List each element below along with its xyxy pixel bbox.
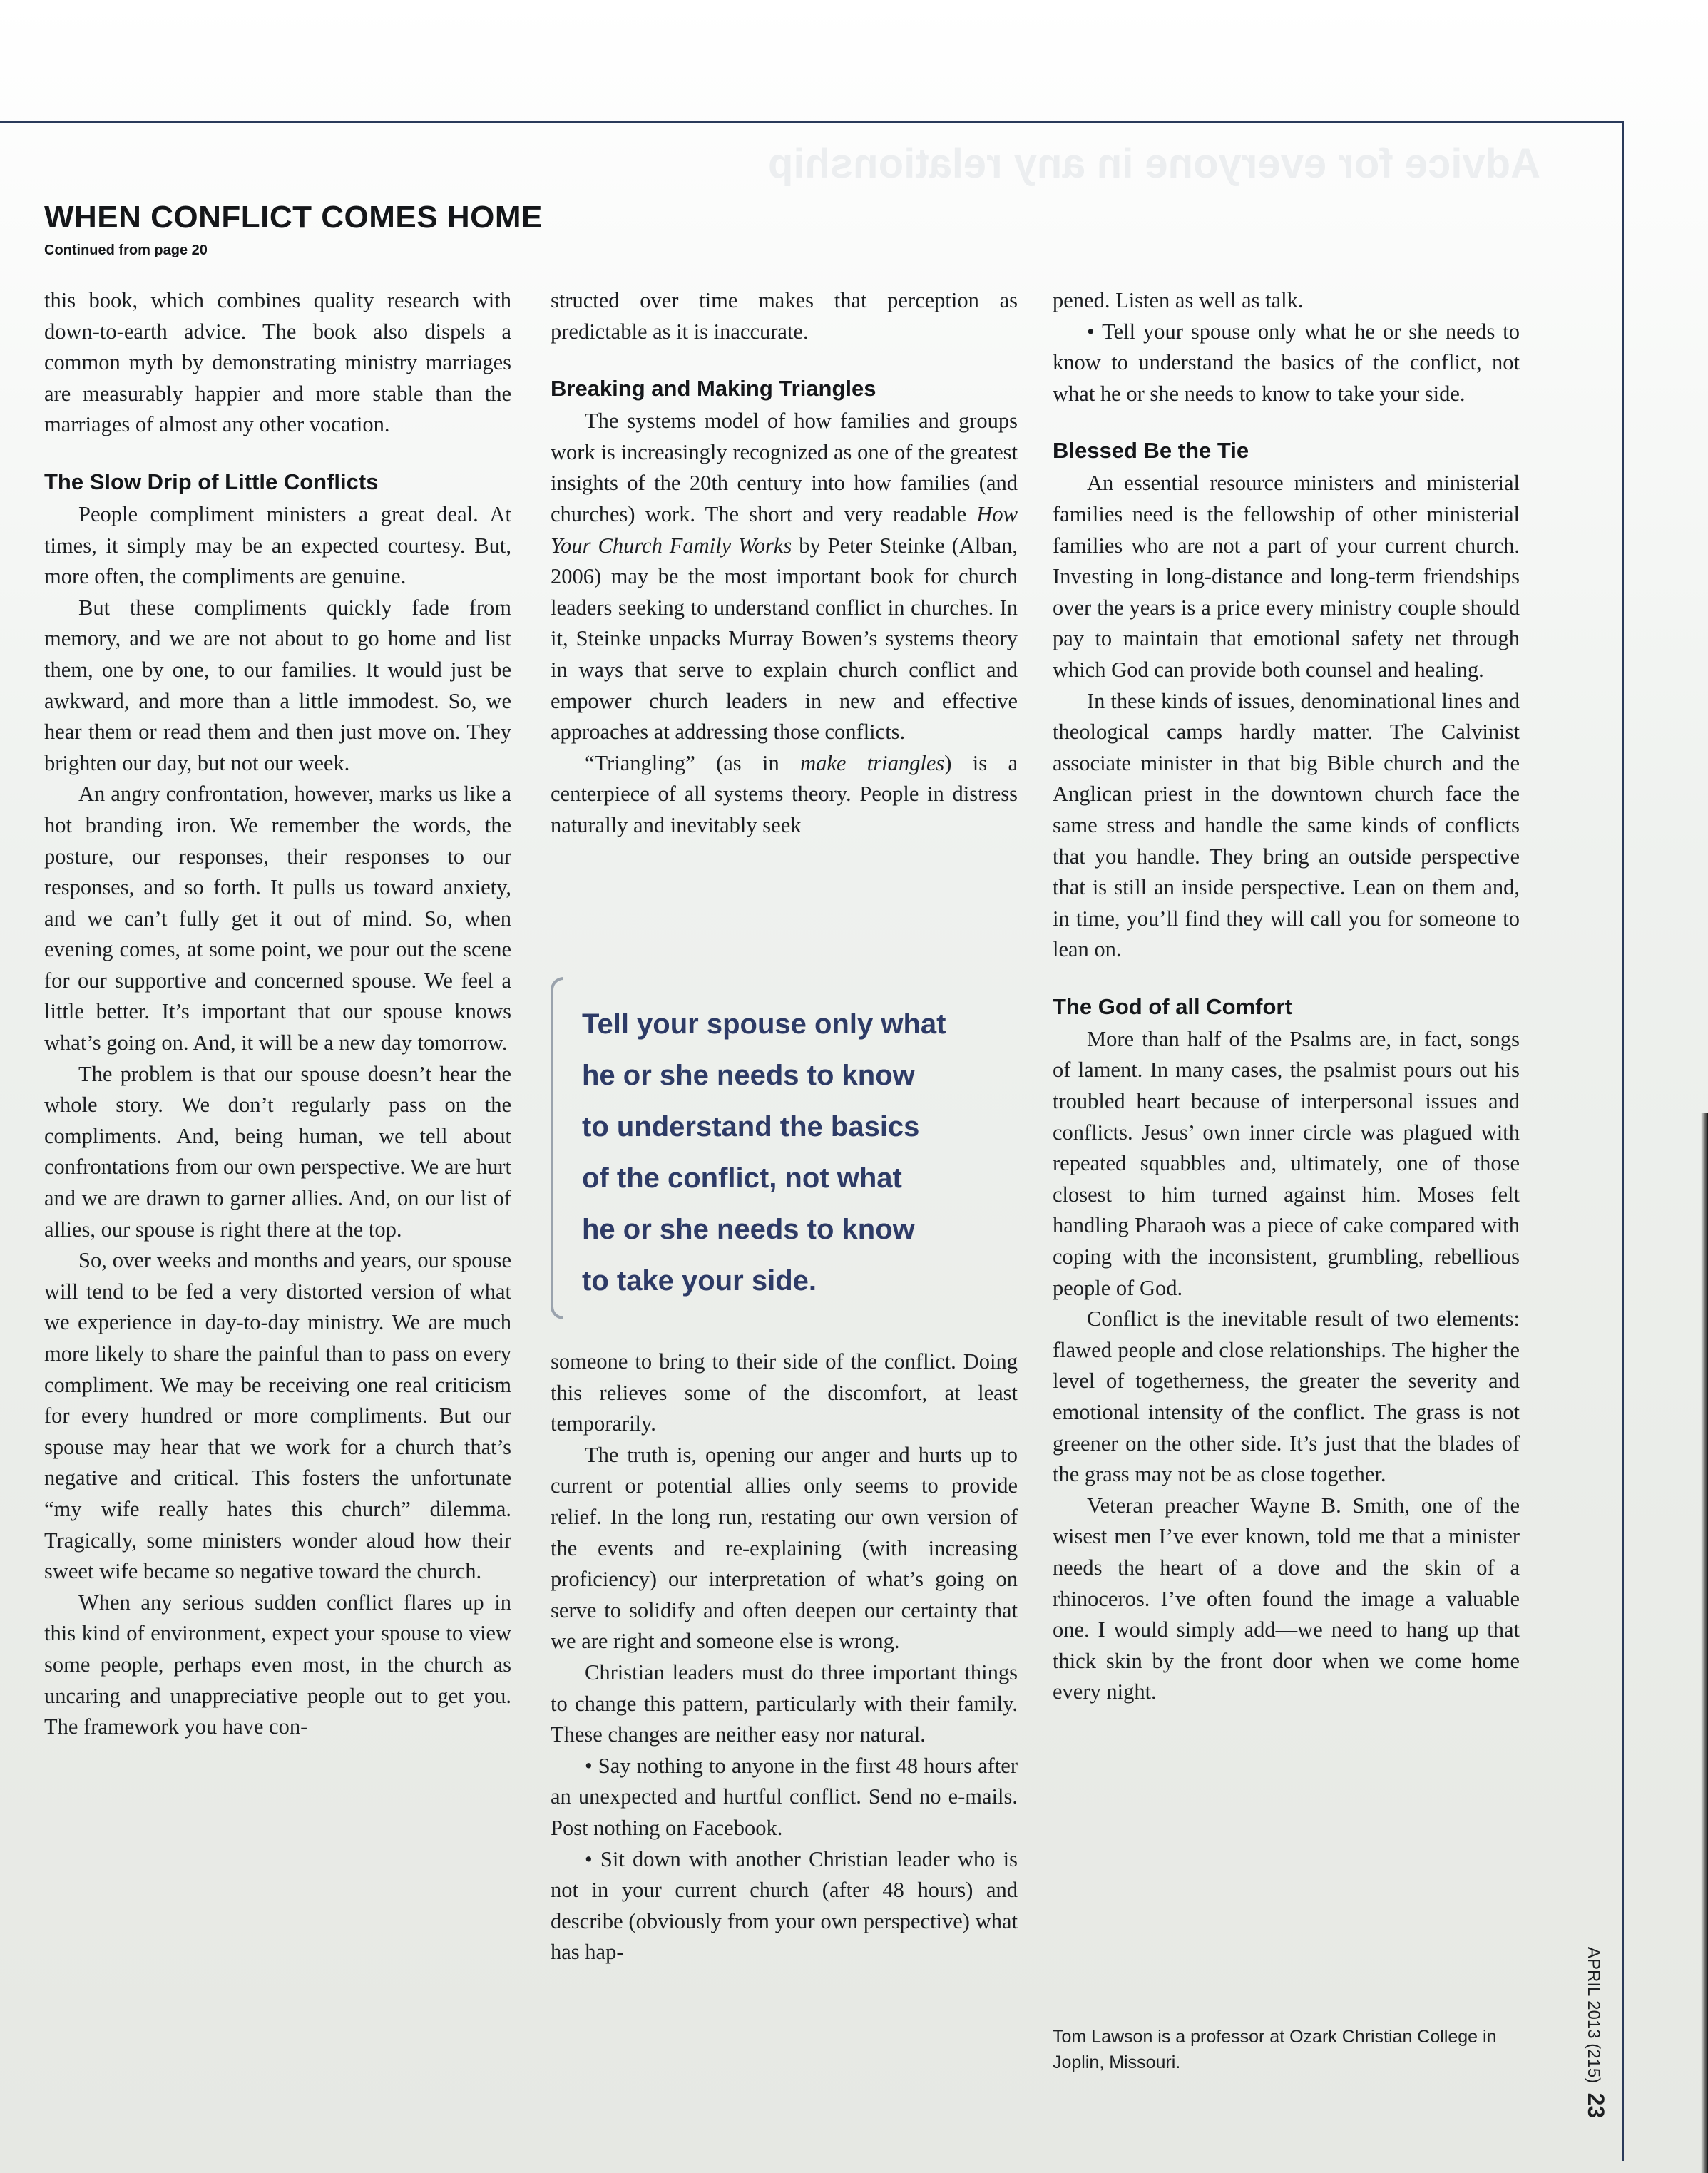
emphasis: make triangles	[800, 750, 945, 775]
paragraph: someone to bring to their side of the conflict. Doing this relieves some of the discomfort, at least temporarily.	[551, 1349, 1018, 1436]
paragraph: Christian leaders must do three important things to change this pattern, particularly with their family. These changes are neither easy nor natural.	[551, 1660, 1018, 1747]
pull-quote	[551, 977, 1018, 1319]
section-heading: Blessed Be the Tie	[1053, 438, 1249, 464]
pull-quote-text	[582, 998, 1024, 1307]
text-run: ) is a centerpiece of all systems theory. People in distress naturally and inevitably seek	[551, 750, 1018, 837]
section-heading: The God of all Comfort	[1053, 993, 1292, 1019]
paragraph: In these kinds of issues, denominational lines and theological camps hardly matter. The Calvinist associate minister in that big Bible church and the Anglican priest in the downtown church face the same stress and handle the same kinds of conflicts that you handle. They bring an outside perspective that is still an inside perspective. Lean on them and, in time, you’ll find they will call you for someone to lean on.	[1053, 688, 1520, 962]
paragraph: structed over time makes that perception as predictable as it is inaccurate.	[551, 288, 1018, 344]
paragraph: An angry confrontation, however, marks us like a hot branding iron. We remember the words, the posture, our responses, their responses to our responses, and so forth. It pulls us toward anxiety, and we can’t fully get it out of mind. So, when evening comes, at some point, we pour out the scene for our supportive and concerned spouse. We feel a little better. It’s important that our spouse knows what’s going on. And, it will be a new day tomorrow.	[44, 782, 511, 1055]
pull-quote-line: Tell your spouse only what	[582, 1008, 946, 1040]
pull-quote-line: he or she needs to know	[582, 1214, 915, 1245]
bleed-through-text: Advice for everyone in any relationship	[768, 140, 1540, 187]
author-bio: Tom Lawson is a professor at Ozark Christian College in Joplin, Missouri.	[1053, 2027, 1497, 2072]
paragraph: The truth is, opening our anger and hurts up to current or potential allies only seems to provide relief. In the long run, restating our own version of the events and re-explaining (with increasing proficiency) our interpretation of what’s going on serve to solidify and often deepen our certainty that we are right and someone else is wrong.	[551, 1442, 1018, 1654]
column-2-bottom	[551, 1346, 1018, 1968]
bullet-paragraph: • Tell your spouse only what he or she needs to know to understand the basics of the conflict, not what he or she needs to know to take your side.	[1053, 319, 1520, 406]
bullet-paragraph: • Sit down with another Christian leader who is not in your current church (after 48 hours) and describe (obviously from your own perspective) what has hap-	[551, 1846, 1018, 1965]
bullet-paragraph: • Say nothing to anyone in the first 48 hours after an unexpected and hurtful conflict. Send no e-mails. Post nothing on Facebook.	[551, 1753, 1018, 1840]
text-run: by Peter Steinke (Alban, 2006) may be the most important book for church leaders seeking to understand conflict in churches. In it, Steinke unpacks Murray Bowen’s systems theory in ways that serve to explain church conflict and empower church leaders in new and effective approaches at addressing those conflicts.	[551, 533, 1018, 745]
paragraph: More than half of the Psalms are, in fact, songs of lament. In many cases, the psalmist pours out his troubled heart because of interpersonal issues and conflicts. Jesus’ own inner circle was plagued with repeated squabbles and, ultimately, one of those closest to him turned against him. Moses felt handling Pharaoh was a piece of cake compared with coping with the inconsistent, grumbling, rebellious people of God.	[1053, 1026, 1520, 1300]
page-number: 23	[1583, 2092, 1609, 2119]
column-3	[1053, 285, 1520, 1708]
paragraph: Veteran preacher Wayne B. Smith, one of the wisest men I’ve ever known, told me that a minister needs the heart of a dove and the skin of a rhinoceros. I’ve often found the image a valuable one. I would simply add—we need to hang up that thick skin by the front door when we come home every night.	[1053, 1493, 1520, 1704]
text-run: “Triangling” (as in	[585, 750, 801, 775]
issue-date: APRIL 2013 (215)	[1584, 1947, 1603, 2084]
paragraph	[551, 406, 1018, 748]
folio-text	[1582, 1947, 1609, 2118]
paragraph: Conflict is the inevitable result of two elements: flawed people and close relationships. The higher the level of togetherness, the greater the severity and emotional intensity of the conflict. The grass is not greener on the other side. It’s just that the blades of the grass may not be as close together.	[1053, 1307, 1520, 1487]
pull-quote-bracket	[551, 977, 563, 1319]
column-2-top	[551, 285, 1018, 842]
pull-quote-line: of the conflict, not what	[582, 1162, 902, 1194]
column-1	[44, 285, 511, 1743]
paragraph: pened. Listen as well as talk.	[1053, 288, 1304, 312]
pull-quote-line: to take your side.	[582, 1265, 817, 1297]
paragraph: But these compliments quickly fade from memory, and we are not about to go home and list them, one by one, to our families. It would just be awkward, and more than a little immodest. So, we hear them or read them and then just move on. They brighten our day, but not our week.	[44, 595, 511, 775]
article-headline: WHEN CONFLICT COMES HOME	[44, 200, 543, 235]
section-heading: The Slow Drip of Little Conflicts	[44, 469, 379, 494]
folio	[1582, 1947, 1610, 2161]
scan-edge-shadow	[1701, 1113, 1708, 2173]
text-run: The systems model of how families and groups work is increasingly recognized as one of the greatest insights of the 20th century into how families (and churches) work. The short and very readable	[551, 409, 1018, 526]
section-heading: Breaking and Making Triangles	[551, 376, 876, 402]
paragraph	[551, 748, 1018, 842]
paragraph: An essential resource ministers and ministerial families need is the fellowship of other ministerial families who are not a part of your current church. Investing in long-distance and long-term friendships over the years is a price every ministry couple should pay to maintain that emotional safety net through which God can provide both counsel and healing.	[1053, 471, 1520, 682]
paragraph: The problem is that our spouse doesn’t hear the whole story. We don’t regularly pass on the compliments. And, being human, we tell about confrontations from our own perspective. We are hurt and we are drawn to garner allies. And, on our list of allies, our spouse is right there at the top.	[44, 1061, 511, 1242]
book-title: How Your Church Family Works	[551, 501, 1018, 558]
paragraph: When any serious sudden conflict flares up in this kind of environment, expect your spouse to view some people, perhaps even most, in the church as uncaring and unappreciative people out to get you. The framework you have con-	[44, 1590, 511, 1739]
paragraph: this book, which combines quality research with down-to-earth advice. The book also dispels a common myth by demonstrating ministry marriages are measurably happier and more stable than the marriages of almost any other vocation.	[44, 288, 511, 437]
paragraph: People compliment ministers a great deal. At times, it simply may be an expected courtesy. But, more often, the compliments are genuine.	[44, 501, 511, 589]
paragraph: So, over weeks and months and years, our spouse will tend to be fed a very distorted version of what we experience in day-to-day ministry. We are much more likely to share the painful than to pass on every compliment. We may be receiving one real criticism for every hundred or more compliments. But our spouse may hear that we work for a church that’s negative and critical. This fosters the unfortunate “my wife really hates this church” dilemma. Tragically, some ministers wonder aloud how their sweet wife became so negative toward the church.	[44, 1248, 511, 1584]
pull-quote-line: he or she needs to know	[582, 1060, 915, 1091]
pull-quote-line: to understand the basics	[582, 1111, 920, 1142]
continued-from-label: Continued from page 20	[44, 242, 208, 258]
